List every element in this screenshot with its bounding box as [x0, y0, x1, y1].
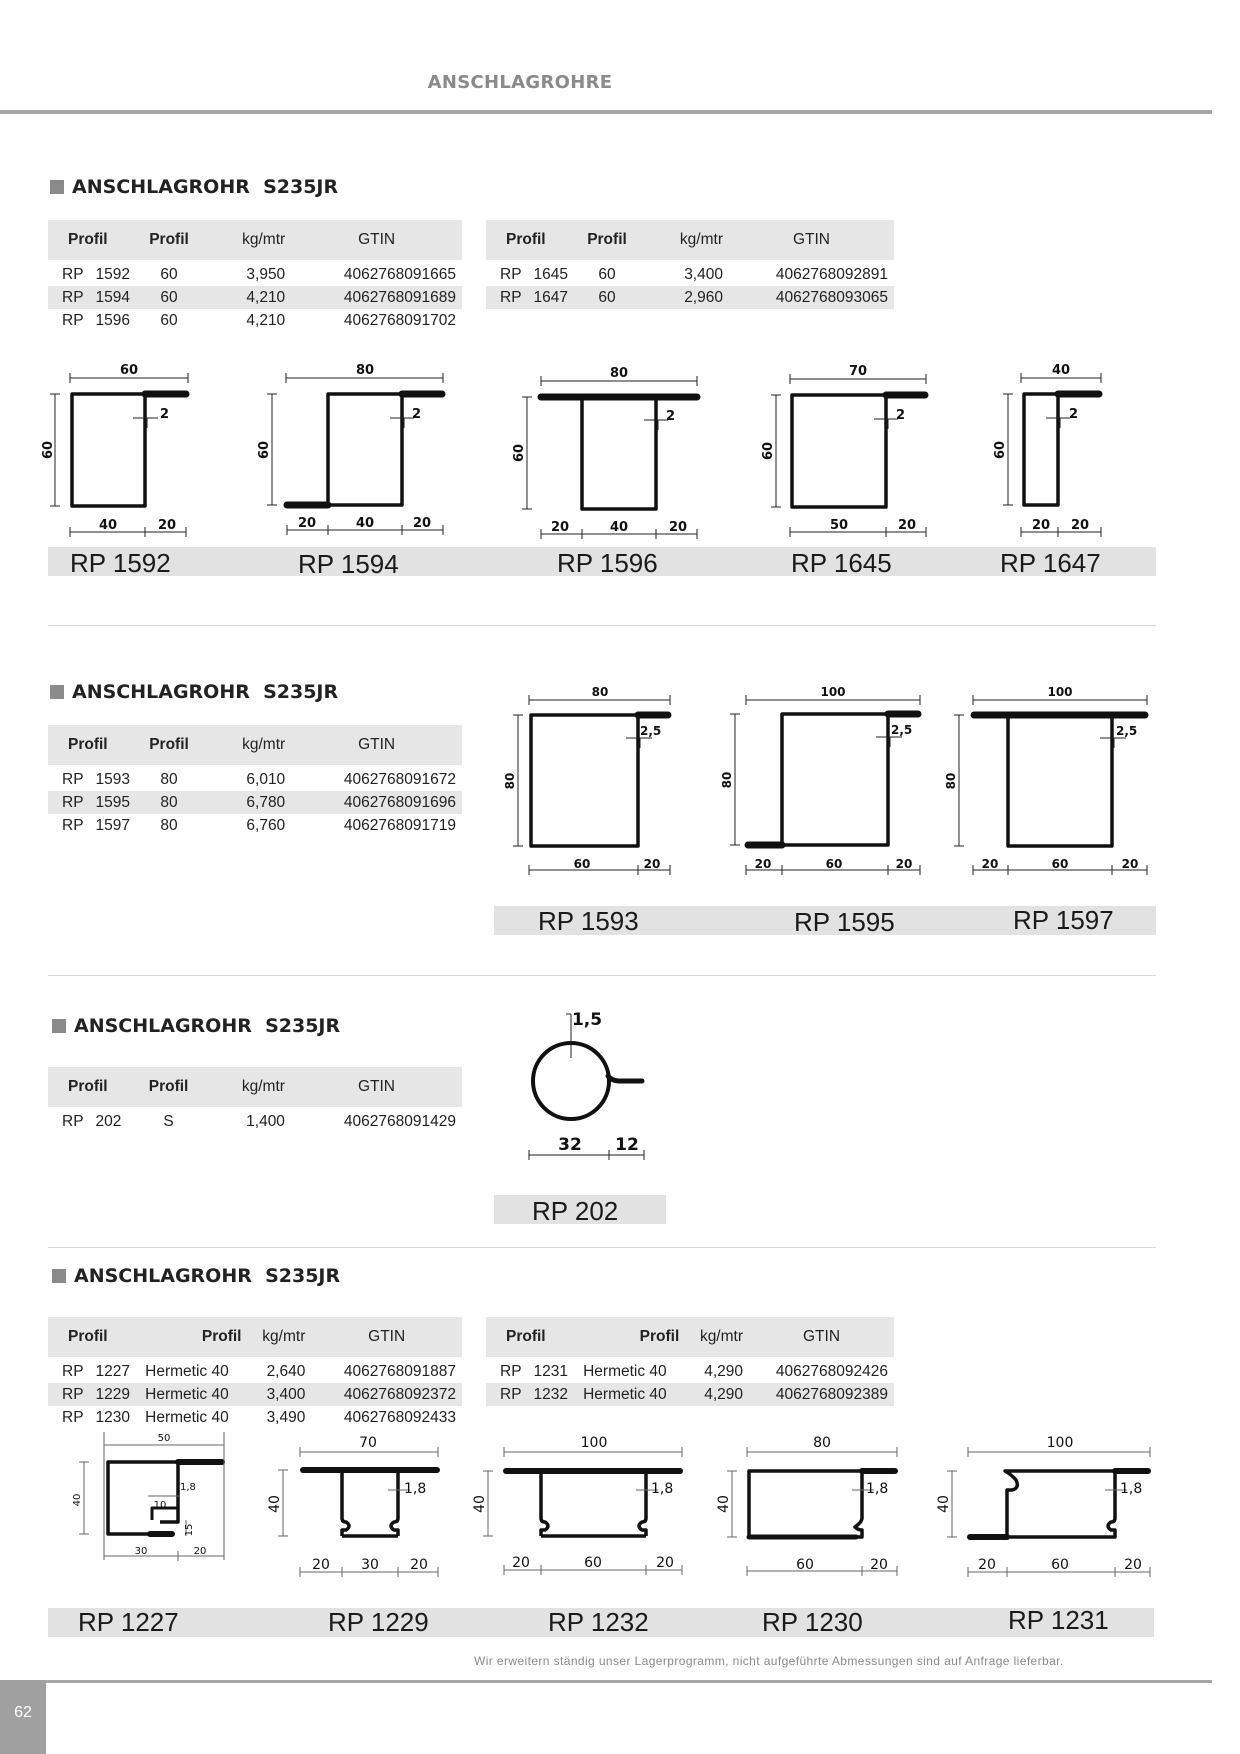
dim-label: 60	[1051, 857, 1069, 871]
cell-number: 1596	[95, 311, 131, 329]
col-header-gtin: GTIN	[311, 1317, 462, 1357]
col-header-kg-mtr: kg/mtr	[637, 220, 729, 260]
drawing-rp1597	[944, 685, 1147, 875]
dim-label: 20	[550, 520, 570, 535]
dim-label: 1,8	[651, 1481, 674, 1497]
cell-prefix: RP	[48, 1383, 90, 1406]
cell-weight: 6,760	[246, 816, 286, 834]
dim-label: 20	[897, 518, 917, 533]
dim-label: 60	[796, 1557, 814, 1573]
cell-profil: 80	[160, 816, 178, 834]
dim-label: 1,8	[866, 1481, 889, 1497]
dim-label: 2	[666, 409, 676, 424]
dim-label: 20	[157, 518, 177, 533]
dim-label: 20	[870, 1557, 888, 1573]
drawing-rp1647	[993, 363, 1101, 537]
dim-label: 60	[825, 857, 843, 871]
drawing-rp202	[529, 1010, 644, 1160]
dim-label: 20	[978, 1557, 996, 1573]
cell-gtin: 4062768092433	[343, 1408, 456, 1426]
profile-label: RP 1229	[328, 1607, 429, 1637]
cell-prefix: RP	[62, 1408, 84, 1426]
cell-gtin: 4062768091719	[343, 816, 456, 834]
dim-label: 50	[829, 518, 849, 533]
dim-label: 40	[1051, 363, 1071, 378]
profile-label: RP 1594	[298, 549, 399, 579]
cell-weight: 3,950	[246, 265, 286, 283]
section-3-title-text: ANSCHLAGROHR S235JR	[74, 1015, 341, 1037]
col-header-gtin: GTIN	[291, 1067, 462, 1107]
cell-prefix: RP	[62, 265, 84, 283]
dim-label: 80	[355, 363, 375, 378]
dim-label: 20	[981, 857, 999, 871]
cell-weight: 1,400	[246, 1112, 285, 1130]
col-header-profil: Profil	[48, 220, 139, 260]
dim-label: 60	[584, 1555, 602, 1571]
cell-gtin: 4062768091887	[343, 1362, 456, 1380]
cell-number: 1232	[528, 1383, 578, 1406]
dim-label: 80	[503, 772, 517, 790]
col-header-profil: Profil	[139, 1317, 247, 1357]
cell-prefix: RP	[62, 816, 84, 834]
cell-profil: Hermetic 40	[145, 1362, 229, 1380]
profile-label: RP 1231	[1008, 1605, 1109, 1635]
dim-label: 1,8	[180, 1482, 196, 1493]
profile-label: RP 1593	[538, 906, 639, 936]
col-header-profil: Profil	[139, 725, 198, 765]
dim-label: 60	[257, 440, 272, 460]
cell-gtin: 4062768093065	[729, 286, 894, 309]
cell-number: 1593	[95, 770, 131, 788]
cell-gtin: 4062768092891	[775, 265, 888, 283]
dim-label: 60	[761, 441, 776, 461]
cell-weight: 6,010	[246, 770, 286, 788]
dim-label: 40	[936, 1495, 952, 1513]
drawing-rp1229	[267, 1435, 438, 1577]
dim-label: 20	[512, 1555, 530, 1571]
drawing-rp1232	[472, 1435, 682, 1575]
cell-profil: S	[163, 1112, 174, 1130]
profile-label: RP 1227	[78, 1607, 179, 1637]
drawing-rp1593	[503, 685, 670, 875]
cell-prefix: RP	[48, 286, 90, 309]
page-number: 62	[14, 1704, 32, 1721]
dim-label: 1,8	[404, 1481, 427, 1497]
cell-number: 1230	[95, 1408, 131, 1426]
cell-prefix: RP	[62, 1362, 84, 1380]
dim-label: 12	[615, 1135, 639, 1155]
cell-gtin: 4062768091665	[343, 265, 456, 283]
col-header-kg-mtr: kg/mtr	[248, 1317, 312, 1357]
drawing-rp1592	[41, 363, 188, 537]
col-header-gtin: GTIN	[749, 1317, 894, 1357]
section-1-title-text: ANSCHLAGROHR S235JR	[72, 176, 339, 198]
cell-prefix: RP	[500, 1362, 522, 1380]
cell-weight: 3,490	[266, 1408, 306, 1426]
dim-label: 2	[896, 408, 906, 423]
dim-label: 100	[1047, 685, 1073, 699]
cell-weight: 4,210	[199, 286, 291, 309]
profile-label: RP 202	[532, 1196, 619, 1226]
dim-label: 50	[157, 1433, 171, 1444]
cell-gtin: 4062768092372	[311, 1383, 462, 1406]
dim-label: 20	[643, 857, 661, 871]
col-header-profil: Profil	[48, 1317, 139, 1357]
profile-label: RP 1645	[791, 548, 892, 578]
profile-label: RP 1595	[794, 907, 895, 937]
cell-weight: 6,780	[199, 791, 291, 814]
cell-weight: 3,400	[248, 1383, 312, 1406]
footer-note: Wir erweitern ständig unser Lagerprogramm, nicht aufgeführte Abmessungen sind auf Anfrage lieferbar.	[474, 1654, 1064, 1668]
col-header-gtin: GTIN	[729, 220, 894, 260]
col-header-profil: Profil	[139, 220, 198, 260]
profile-label: RP 1597	[1013, 905, 1114, 935]
dim-label: 60	[573, 857, 591, 871]
cell-gtin: 4062768091702	[343, 311, 456, 329]
dim-label: 60	[993, 440, 1008, 460]
col-header-profil: Profil	[486, 1317, 577, 1357]
dim-label: 40	[609, 520, 629, 535]
cell-profil: 60	[598, 265, 616, 283]
cell-weight: 3,400	[684, 265, 723, 283]
cell-number: 1231	[533, 1362, 569, 1380]
cell-weight: 4,290	[685, 1383, 749, 1406]
dim-label: 20	[656, 1555, 674, 1571]
dim-label: 70	[359, 1435, 377, 1451]
cell-gtin: 4062768091696	[291, 791, 462, 814]
cell-prefix: RP	[62, 311, 84, 329]
cell-gtin: 4062768091672	[343, 770, 456, 788]
dim-label: 30	[134, 1546, 148, 1557]
cell-prefix: RP	[62, 770, 84, 788]
col-header-profil: Profil	[48, 1067, 139, 1107]
dim-label: 20	[297, 516, 317, 531]
dim-label: 80	[720, 771, 734, 789]
col-header-kg-mtr: kg/mtr	[198, 1067, 291, 1107]
page-header-title: ANSCHLAGROHRE	[427, 72, 613, 93]
dim-label: 60	[119, 363, 139, 378]
dim-label: 100	[580, 1435, 608, 1451]
dim-label: 20	[412, 516, 432, 531]
cell-profil: 80	[160, 770, 178, 788]
dim-label: 70	[848, 364, 868, 379]
profile-label: RP 1232	[548, 1607, 649, 1637]
dim-label: 40	[267, 1495, 283, 1513]
footer-rule	[0, 1680, 1212, 1683]
cell-number: 1227	[95, 1362, 131, 1380]
drawing-rp1594	[257, 363, 443, 535]
col-header-kg-mtr: kg/mtr	[685, 1317, 749, 1357]
cell-profil: 60	[577, 286, 636, 309]
cell-number: 1592	[95, 265, 131, 283]
cell-profil: 60	[160, 265, 178, 283]
dim-label: 80	[813, 1435, 831, 1451]
col-header-gtin: GTIN	[291, 725, 462, 765]
drawing-rp1230	[716, 1435, 897, 1576]
cell-profil: Hermetic 40	[145, 1408, 229, 1426]
col-header-profil: Profil	[48, 725, 139, 765]
dim-label: 40	[98, 518, 118, 533]
dim-label: 20	[193, 1546, 207, 1557]
dim-label: 20	[668, 520, 688, 535]
dim-label: 20	[1031, 518, 1051, 533]
cell-number: 1597	[95, 816, 131, 834]
dim-label: 80	[609, 366, 629, 381]
dim-label: 40	[716, 1495, 732, 1513]
dim-label: 1,8	[1120, 1481, 1143, 1497]
cell-profil: Hermetic 40	[577, 1383, 685, 1406]
cell-gtin: 4062768091429	[343, 1112, 456, 1130]
drawing-rp1227	[72, 1432, 224, 1561]
dim-label: 80	[591, 685, 609, 699]
dim-label: 60	[512, 443, 527, 463]
dim-label: 32	[558, 1135, 582, 1155]
section-2-title-text: ANSCHLAGROHR S235JR	[72, 681, 339, 703]
col-header-kg-mtr: kg/mtr	[199, 220, 291, 260]
drawing-rp1596	[512, 366, 697, 539]
cell-number: 202	[95, 1112, 122, 1130]
profile-label: RP 1230	[762, 1607, 863, 1637]
dim-label: 10	[153, 1500, 167, 1511]
cell-profil: 80	[139, 791, 198, 814]
cell-gtin: 4062768092389	[749, 1383, 894, 1406]
col-header-kg-mtr: kg/mtr	[199, 725, 291, 765]
drawing-rp1645	[761, 364, 926, 537]
cell-number: 1229	[90, 1383, 140, 1406]
dim-label: 2,5	[1116, 724, 1138, 738]
cell-number: 1594	[90, 286, 140, 309]
dim-label: 20	[754, 857, 772, 871]
cell-weight: 2,640	[266, 1362, 306, 1380]
dim-label: 2,5	[891, 723, 913, 737]
cell-prefix: RP	[48, 791, 90, 814]
cell-weight: 4,210	[246, 311, 286, 329]
dim-label: 20	[1124, 1557, 1142, 1573]
cell-profil: 60	[160, 311, 178, 329]
dim-label: 2	[412, 407, 422, 422]
cell-weight: 2,960	[637, 286, 729, 309]
dim-label: 40	[355, 516, 375, 531]
cell-prefix: RP	[500, 265, 522, 283]
dim-label: 20	[1121, 857, 1139, 871]
drawing-rp1595	[720, 685, 920, 875]
cell-prefix: RP	[486, 1383, 528, 1406]
cell-profil: 60	[139, 286, 198, 309]
dim-label: 40	[72, 1493, 83, 1507]
dim-label: 15	[184, 1523, 195, 1537]
dim-label: 2	[1069, 407, 1079, 422]
col-header-profil: Profil	[577, 1317, 685, 1357]
cell-number: 1647	[528, 286, 578, 309]
dim-label: 100	[820, 685, 846, 699]
dim-label: 60	[1051, 1557, 1069, 1573]
cell-weight: 4,290	[704, 1362, 743, 1380]
profile-label: RP 1596	[557, 548, 658, 578]
dim-label: 20	[895, 857, 913, 871]
cell-profil: Hermetic 40	[139, 1383, 247, 1406]
cell-prefix: RP	[486, 286, 528, 309]
cell-profil: Hermetic 40	[583, 1362, 667, 1380]
dim-label: 1,5	[571, 1010, 603, 1030]
cell-gtin: 4062768091689	[291, 286, 462, 309]
dim-label: 20	[410, 1557, 428, 1573]
dim-label: 100	[1046, 1435, 1074, 1451]
profile-label: RP 1647	[1000, 548, 1101, 578]
col-header-gtin: GTIN	[291, 220, 462, 260]
dim-label: 40	[472, 1495, 488, 1513]
cell-number: 1645	[533, 265, 569, 283]
dim-label: 20	[312, 1557, 330, 1573]
drawing-rp1231	[936, 1435, 1150, 1577]
cell-number: 1595	[90, 791, 140, 814]
col-header-profil: Profil	[486, 220, 577, 260]
dim-label: 2,5	[640, 724, 662, 738]
dim-label: 2	[160, 407, 170, 422]
profile-label: RP 1592	[70, 548, 171, 578]
dim-label: 20	[1070, 518, 1090, 533]
cell-gtin: 4062768092426	[775, 1362, 888, 1380]
cell-prefix: RP	[62, 1112, 84, 1130]
dim-label: 60	[41, 440, 56, 460]
section-4-title-text: ANSCHLAGROHR S235JR	[74, 1265, 341, 1287]
col-header-profil: Profil	[139, 1067, 199, 1107]
col-header-profil: Profil	[577, 220, 636, 260]
dim-label: 80	[944, 772, 958, 790]
dim-label: 30	[361, 1557, 379, 1573]
